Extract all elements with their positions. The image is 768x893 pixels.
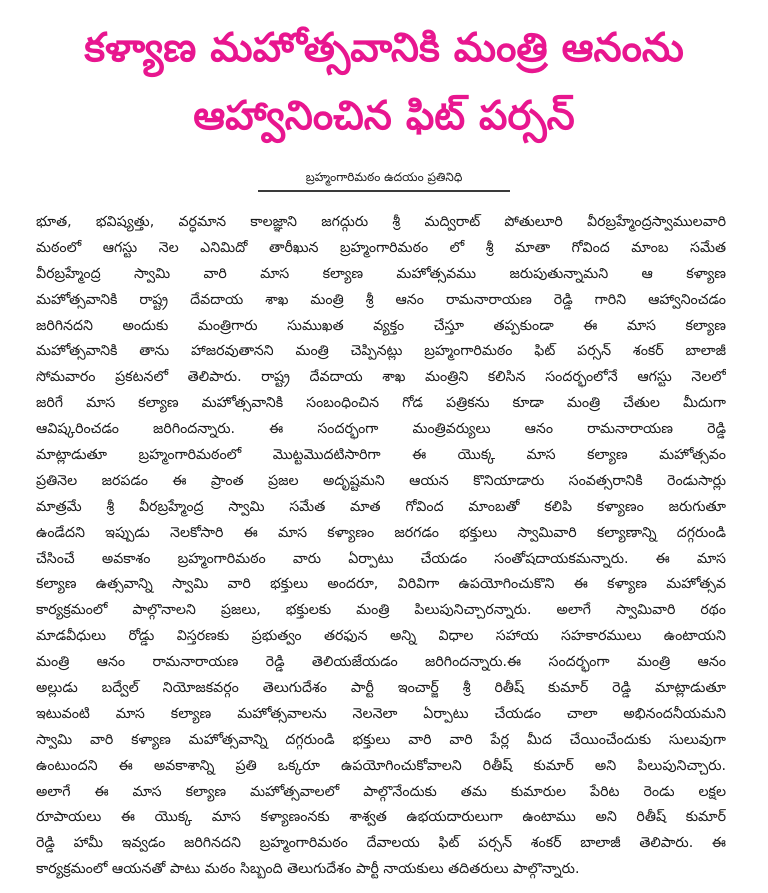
article-line: చేసించే అవకాశం బ్రహ్మంగారిమఠం వారు ఏర్పాటు చేయడం సంతోషదాయకమన్నారు. ఈ మాస — [36, 550, 726, 567]
article-line: ఇటువంటి మాస కల్యాణ మహోత్సవాలను నెలనెలా ఏర్పాటు చేయడం చాలా అభినందనీయమని — [36, 705, 726, 722]
article-line: కల్యాణ ఉత్సవాన్ని స్వామి వారి భక్తులు అందరూ, విరివిగా ఉపయోగించుకొని ఈ కళ్యాణ మహోత్సవ — [36, 576, 726, 593]
article-line: స్వామి వారి కళ్యాణ మహోత్సవాన్ని దగ్గరుండి భక్తులు వారి వారి పేర్ల మీద చేయించేందుకు సులువుగా — [36, 731, 726, 748]
article-body — [36, 210, 726, 883]
article-line: అలాగే ఈ మాస కల్యాణ మహోత్సవాలలో పాల్గొనేందుకు తమ కుమారుల పేరిట రెండు లక్షల — [36, 783, 726, 800]
article-line: మంత్రి ఆనం రామనారాయణ రెడ్డి తెలియజేయడం జరిగిందన్నారు.ఈ సందర్భంగా మంత్రి ఆనం — [36, 654, 726, 671]
article-line: ఉండేదని ఇప్పుడు నెలకోసారి ఈ మాస కళ్యాణం జరగడం భక్తులు స్వామివారి కల్యాణాన్ని దగ్గరుండి — [36, 524, 726, 541]
article-line: కార్యక్రమంలో ఆయనతో పాటు మఠం సిబ్బంది తెలుగుదేశం పార్టీ నాయకులు తదితరులు పాల్గొన్నారు. — [36, 861, 580, 878]
article-line: భూత, భవిష్యత్తు, వర్ధమాన కాలజ్ఞాని జగద్గురు శ్రీ మద్విరాట్ పోతులూరి వీరబ్రహ్మేంద్రస్వాములవారి — [36, 214, 726, 230]
byline: బ్రహ్మంగారిమఠం ఉదయం ప్రతినిధి — [305, 170, 463, 184]
article-line: ప్రతినెల జరపడం ఈ ప్రాంత ప్రజల అదృష్టమని ఆయన కొనియాడారు సంవత్సరానికి రెండుసార్లు — [36, 472, 726, 489]
article-line: మాత్రమే శ్రీ వీరబ్రహ్మేంద్ర స్వామి సమేత మాత గోవింద మాంబతో కలిపి కళ్యాణం జరుగుతూ — [36, 498, 726, 515]
article-line: మహోత్సవానికి తాను హాజరవుతానని మంత్రి చెప్పినట్లు బ్రహ్మంగారిమఠం ఫిట్ పర్సన్ శంకర్ బాలాజీ — [36, 343, 726, 360]
article-line: జరిగినదని అందుకు మంత్రిగారు సుముఖత వ్యక్తం చేస్తూ తప్పకుండా ఈ మాస కల్యాణ — [36, 317, 726, 334]
article-line: రెడ్డి హామీ ఇవ్వడం జరిగినదని బ్రహ్మంగారిమఠం దేవాలయ ఫిట్ పర్సన్ శంకర్ బాలాజీ తెలిపారు. ఈ — [36, 835, 726, 852]
article-line: అల్లుడు బద్వేల్ నియోజకవర్గం తెలుగుదేశం పార్టీ ఇంచార్జ్ శ్రీ రితీష్ కుమార్ రెడ్డి మాట్లాడుతూ — [36, 680, 726, 697]
article-line: మాట్లాడుతూ బ్రహ్మంగారిమఠంలో మొట్టమొదటిసారిగా ఈ యొక్క మాస కల్యాణ మహోత్సవం — [36, 447, 726, 464]
article-line: సోమవారం ప్రకటనలో తెలిపారు. రాష్ట్ర దేవదాయ శాఖ మంత్రిని కలిసిన సందర్భంలోనే ఆగస్టు నెలలో — [36, 369, 726, 386]
article-line: కార్యక్రమంలో పాల్గొనాలని ప్రజలు, భక్తులకు మంత్రి పిలుపునిచ్చారన్నారు. అలాగే స్వామివారి రథం — [36, 602, 726, 619]
article-line: వీరబ్రహ్మేంద్ర స్వామి వారి మాస కల్యాణ మహోత్సవము జరుపుతున్నామని ఆ కళ్యాణ — [36, 265, 726, 282]
byline-underline — [258, 190, 510, 192]
article-line: రూపాయలు ఈ యొక్క మాస కళ్యాణంనకు శాశ్వత ఉభయదారులుగా ఉంటాము అని రితీష్ కుమార్ — [36, 809, 726, 826]
article-line: మాడవీధులు రోడ్డు విస్తరణకు ప్రభుత్వం తరఫున అన్ని విధాల సహాయ సహకారములు ఉంటాయని — [36, 628, 726, 645]
headline-line-2: ఆహ్వానించిన ఫిట్ పర్సన్ — [193, 93, 575, 139]
article-line: ఆవిష్కరించడం జరిగిందన్నారు. ఈ సందర్భంగా మంత్రివర్యులు ఆనం రామనారాయణ రెడ్డి — [36, 421, 726, 438]
article-line: మఠంలో ఆగస్టు నెల ఎనిమిదో తారీఖున బ్రహ్మంగారిమఠం లో శ్రీ మాతా గోవింద మాంబ సమేత — [36, 239, 726, 256]
article-line: ఉంటుందని ఈ అవకాశాన్ని ప్రతి ఒక్కరూ ఉపయోగించుకోవాలని రితీష్ కుమార్ అని పిలుపునిచ్చారు. — [36, 757, 726, 774]
article-line: జరిగే మాస కల్యాణ మహోత్సవానికి సంబంధించిన గోడ పత్రికను కూడా మంత్రి చేతుల మీదుగా — [36, 395, 726, 412]
headline-line-1: కళ్యాణ మహోత్సవానికి మంత్రి ఆనంను — [84, 25, 684, 71]
article-line: మహోత్సవానికి రాష్ట్ర దేవదాయ శాఖ మంత్రి శ్రీ ఆనం రామనారాయణ రెడ్డి గారిని ఆహ్వానించడం — [36, 291, 726, 308]
